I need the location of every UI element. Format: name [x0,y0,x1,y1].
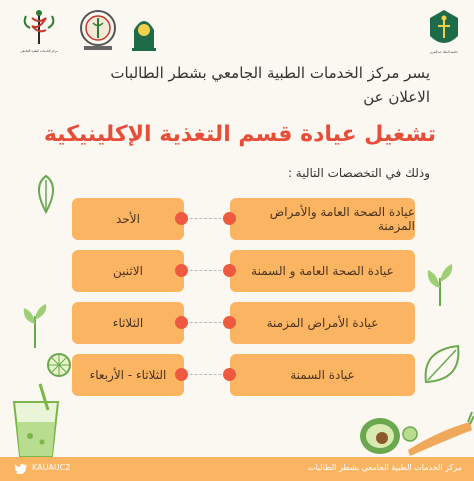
connector-dot [223,212,236,225]
lemon-slice-icon [46,352,72,378]
leaf-icon [418,340,468,390]
logo-caption: جامعة الملك عبدالعزيز [430,50,458,54]
logo-caption: مركز الخدمات الطبية الجامعي [20,49,58,53]
connector-dot [223,368,236,381]
footer-text: مركز الخدمات الطبية الجامعي بشطر الطالبات [307,463,462,472]
connector-dot [175,368,188,381]
connector-dot [175,316,188,329]
connector-dot [175,212,188,225]
connector-dot [223,264,236,277]
connector-dot [175,264,188,277]
connector-dot [223,316,236,329]
leaf-icon [26,172,66,216]
day-label: الثلاثاء - الأربعاء [72,354,184,396]
clinic-label: عيادة الصحة العامة والأمراض المزمنة [230,198,415,240]
day-label: الأحد [72,198,184,240]
university-logo [424,8,464,58]
logo-bar [0,8,474,60]
clinic-label: عيادة الصحة العامة و السمنة [230,250,415,292]
intro-line-1: يسر مركز الخدمات الطبية الجامعي بشطر الطالبات [110,64,430,82]
clinic-label: عيادة السمنة [230,354,415,396]
schedule-row [0,250,474,292]
page-subtitle: وذلك في التخصصات التالية : [287,166,430,180]
sprout-icon [18,300,52,350]
schedule-row [0,302,474,344]
center-logo [126,8,162,58]
nutrition-logo [78,8,118,58]
day-label: الاثنين [72,250,184,292]
footer-handle[interactable]: KAUAUC2 [32,463,71,472]
twitter-icon[interactable] [14,462,28,476]
footer-bar [0,457,474,481]
schedule-row [0,198,474,240]
sprout-icon [420,260,460,308]
smoothie-glass-icon [0,380,78,458]
vegetables-icon [356,404,474,458]
day-label: الثلاثاء [72,302,184,344]
clinic-label: عيادة الأمراض المزمنة [230,302,415,344]
medical-services-logo [18,8,60,58]
intro-line-2: الاعلان عن [363,88,430,106]
page-title: تشغيل عيادة قسم التغذية الإكلينيكية [43,122,436,147]
